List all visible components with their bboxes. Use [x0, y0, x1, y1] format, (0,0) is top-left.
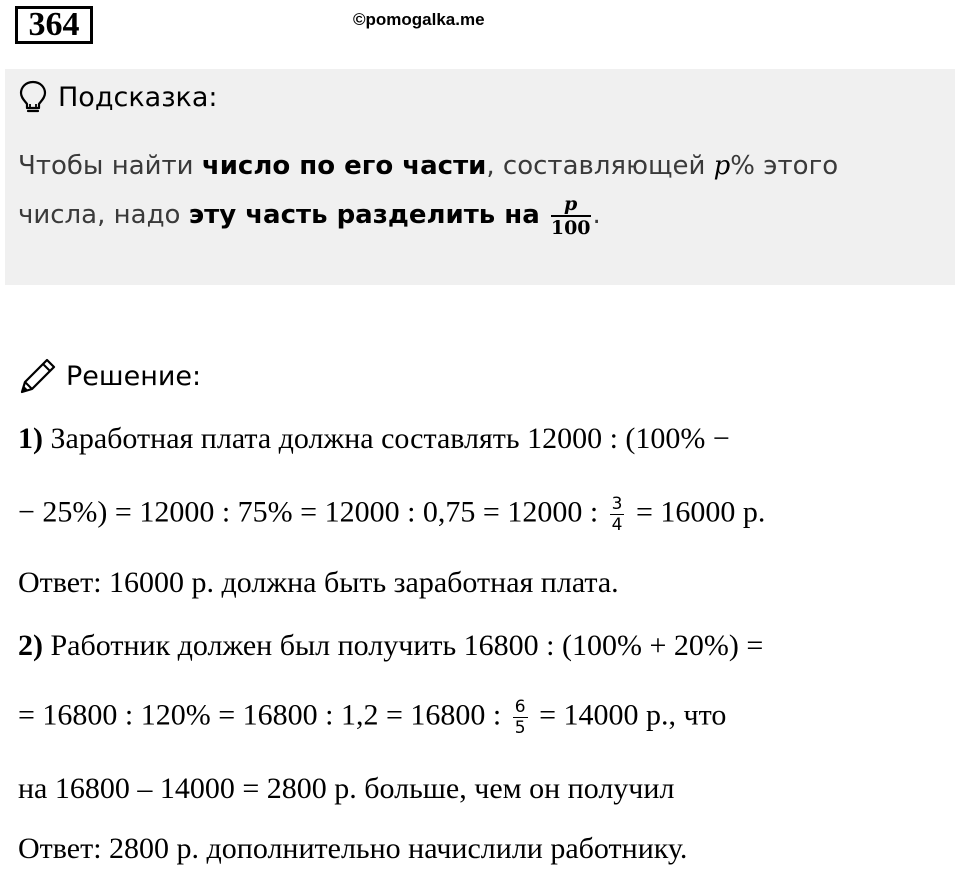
hint-line-2 — [18, 191, 938, 240]
solution-text: = 16000 р. — [628, 495, 766, 529]
hint-text-segment: . — [592, 200, 601, 230]
task-number: 364 — [15, 6, 93, 44]
hint-emphasis: эту часть разделить на — [188, 200, 549, 230]
fraction-6-over-5 — [513, 697, 528, 738]
answer-1: Ответ: 16000 р. должна быть заработная плата. — [18, 566, 619, 599]
hint-text-segment: числа, надо — [18, 200, 189, 230]
hint-text-segment: , составляющей — [486, 151, 714, 181]
solution-line-2 — [18, 494, 765, 535]
fraction-3-over-4 — [610, 494, 625, 535]
fraction-denominator: 100 — [550, 216, 591, 239]
fraction-numerator: p — [551, 193, 591, 217]
hint-text-segment: % этого — [730, 151, 839, 181]
solution-title: Решение: — [66, 360, 202, 392]
solution-line-1 — [18, 422, 730, 456]
fraction-numerator: 6 — [514, 697, 526, 717]
hint-title-row — [18, 80, 218, 114]
solution-text: − 25%) = 12000 : 75% = 12000 : 0,75 = 12000 : — [18, 495, 606, 529]
hint-emphasis: число по его части — [201, 151, 487, 181]
solution-text: Заработная плата должна составлять 12000 : (100% − — [43, 422, 730, 455]
pencil-icon — [16, 356, 60, 396]
hint-text-segment: Чтобы найти — [18, 151, 202, 181]
watermark: ©pomogalka.me — [353, 10, 485, 29]
variable-p: p — [713, 151, 731, 181]
solution-line-4 — [18, 697, 726, 738]
fraction-denominator: 5 — [514, 718, 526, 738]
step-number: 2) — [18, 629, 43, 662]
lightbulb-icon — [18, 80, 48, 114]
hint-line-1 — [18, 142, 938, 191]
hint-text — [18, 142, 938, 240]
hint-title: Подсказка: — [58, 81, 218, 113]
solution-text: Работник должен был получить 16800 : (100% + 20%) = — [43, 629, 764, 662]
solution-title-row — [16, 356, 201, 396]
fraction-numerator: 3 — [611, 494, 623, 514]
solution-line-3 — [18, 629, 763, 663]
fraction-denominator: 4 — [611, 515, 623, 535]
solution-text: = 14000 р., что — [531, 698, 727, 732]
answer-2: Ответ: 2800 р. дополнительно начислили работнику. — [18, 832, 688, 865]
fraction-p-over-100 — [551, 193, 591, 239]
solution-text: = 16800 : 120% = 16800 : 1,2 = 16800 : — [18, 698, 509, 732]
step-number: 1) — [18, 422, 43, 455]
solution-line-5: на 16800 – 14000 = 2800 р. больше, чем он получил — [18, 772, 675, 805]
